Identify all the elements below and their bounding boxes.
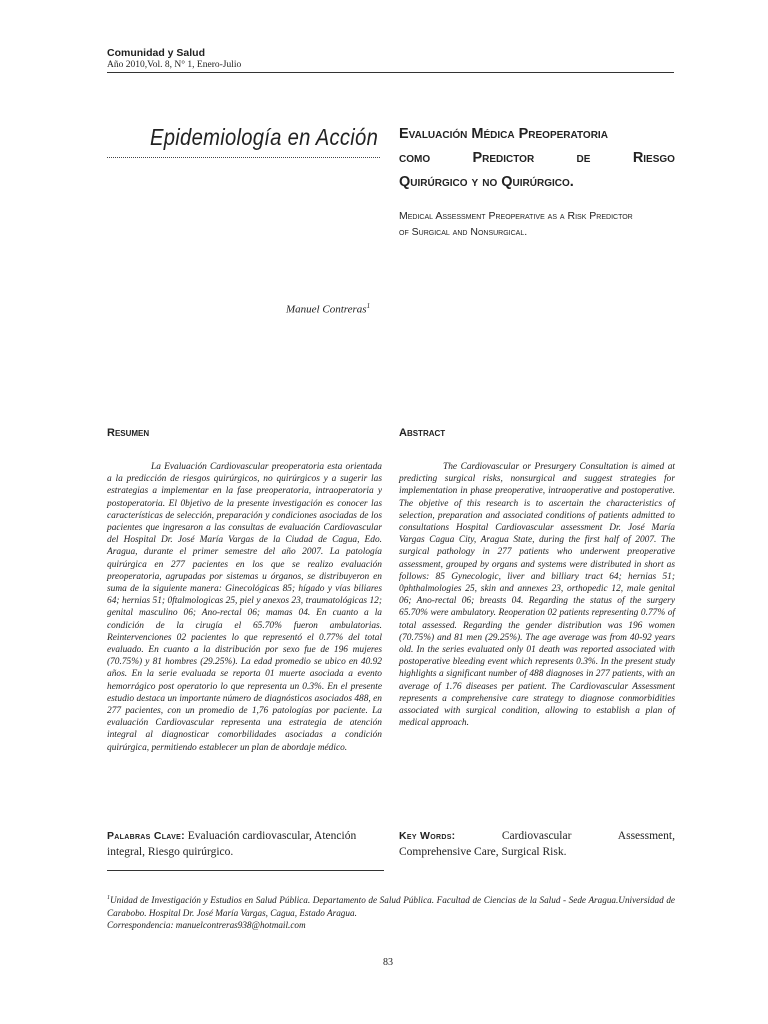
article-title-en [399,208,675,240]
abstract-heading: Abstract [399,427,446,439]
author [286,302,370,316]
journal-name: Comunidad y Salud [107,47,206,59]
page-number: 83 [383,957,393,968]
keywords-en-word: Assessment, [617,830,675,842]
abstract-text: The Cardiovascular or Presurgery Consultation is aimed at predicting surgical risks, nonsurgical and suggest strategies for implementation in phase preoperative, intraoperative and postoperative. The objetive of this research is to ascertain the characteristics of selection, preparation and associated conditions of patients admitted to consultations Hospital Cardiovascular assessment Dr. José María Vargas Cagua City, Aragua State, during the first half of 2007. The surgical pathology in 277 patients who underwent preoperative assessment, grouped by organs and systems were distributed in short as follows: 85 Gynecologic, liver and billiary tract 64; hernias 51; 0phthalmologies 25, skin and annexes 23, orthopedic 12, male genital 06; Ano-rectal 06; breasts 04. Regarding the status of the surgery 65.70% were ambulatory. Reoperation 02 patients representing 0.77% of total assessed. Regarding the gender distribution was 196 women (70.75%) and 81 men (29.25%). The age average was from 40-92 years old. In the series evaluated only 01 death was reported associated with postoperative bleeding event which represents 0.3%. In the present study highlights a significant number of 488 diagnoses in 277 patients, with an average of 1.76 diseases per patient. The Cardiovascular Assessment represents a comprehensive care strategy to diagnose conmorbidities associated with surgical condition, allowing to establish a plan of medical approach. [399,462,675,729]
resumen-body [107,461,382,754]
resumen-heading: Resumen [107,427,150,439]
article-title-es [399,122,675,194]
keywords-en-word: Cardiovascular [501,830,572,842]
title-es-word: de [576,150,591,166]
title-es-word: como [399,150,431,166]
footnote-text: Unidad de Investigación y Estudios en Salud Pública. Departamento de Salud Pública. Facultad de Ciencias de la Salud - Sede Aragua.Universidad de Carabobo. Hospital Dr. José María Vargas, Cagua, Estado Aragua. [107,895,675,918]
author-name: Manuel Contreras [286,303,367,316]
abstract-body [399,461,675,729]
author-affiliation-mark: 1 [366,302,371,310]
keywords-en [399,828,675,860]
title-es-line-3: Quirúrgico y no Quirúrgico. [399,174,574,190]
header-rule [107,72,674,73]
issue-info: Año 2010,Vol. 8, N° 1, Enero-Julio [107,60,242,70]
title-es-word: Riesgo [632,150,675,166]
title-es-word: Predictor [472,150,535,166]
title-en-line-1: Medical Assessment Preoperative as a Risk Predictor [399,210,633,222]
resumen-text: La Evaluación Cardiovascular preoperatoria esta orientada a la predicción de riesgos quirúrgicos, no quirúrgicos y a sugerir las estrategias a implementar en la fase preoperatoria, intraoperatoria y postoperatoria. El 0bjetivo de la presente investigación es conocer las características de selección, preparación y condiciones asociadas de los pacientes que ingresaron a las consultas de evaluación Cardiovascular del Hospital Dr. José María Vargas de la Ciudad de Cagua, Edo. Aragua, durante el primer semestre del año 2007. La patología quirúrgica en 277 pacientes en los que se realizo evaluación preoperatoria, agrupadas por sistemas u órganos, se distribuyeron en suma de la siguiente manera: Ginecológicas 85; hígado y vías biliares 64; hernias 51; 0ftalmologicas 25, piel y anexos 23, traumatológicas 12; genital masculino 06; Ano-rectal 06; mamas 04. En cuanto a la condición de la cirugía el 65.70% fueron ambulatorias. Reintervenciones 02 pacientes lo que representó el 0.77% del total evaluado. En cuanto a la distribución por sexo fue de 196 mujeres (70.75%) y 81 hombres (29.25%). La edad promedio se ubico en 40.92 años. En la serie evaluada se reporta 01 muerte asociada a evento hemorrágico post operatorio lo que representa un 0.3%. En el presente estudio destaca un importante número de diagnósticos asociados 488, en 277 pacientes, con un promedio de 1,76 patologías por paciente. La evaluación Cardiovascular representa una estrategia de atención integral al diagnosticar comorbilidades asociadas a condición quirúrgica, permitiendo establecer un plan de abordaje médico. [107,462,382,753]
title-es-line-1: Evaluación Médica Preoperatoria [399,126,608,142]
keywords-es-text: Evaluación cardiovascular, Atención integral, Riesgo quirúrgico. [107,830,357,858]
keywords-en-rest: Comprehensive Care, Surgical Risk. [399,846,567,858]
section-dotted-rule [107,157,380,158]
footnote [107,892,675,932]
title-es-line-2 [399,146,675,170]
footnote-mark: 1 [107,895,110,901]
keywords-en-label: Key Words: [399,830,456,842]
footnote-correspondence: Correspondencia: manuelcontreras938@hotmail.com [107,920,306,931]
keywords-es [107,828,384,860]
keywords-es-label: Palabras Clave: [107,830,185,842]
section-label: Epidemiología en Acción [150,124,379,150]
title-en-line-2: of Surgical and Nonsurgical. [399,226,528,238]
footnote-rule [107,870,384,871]
